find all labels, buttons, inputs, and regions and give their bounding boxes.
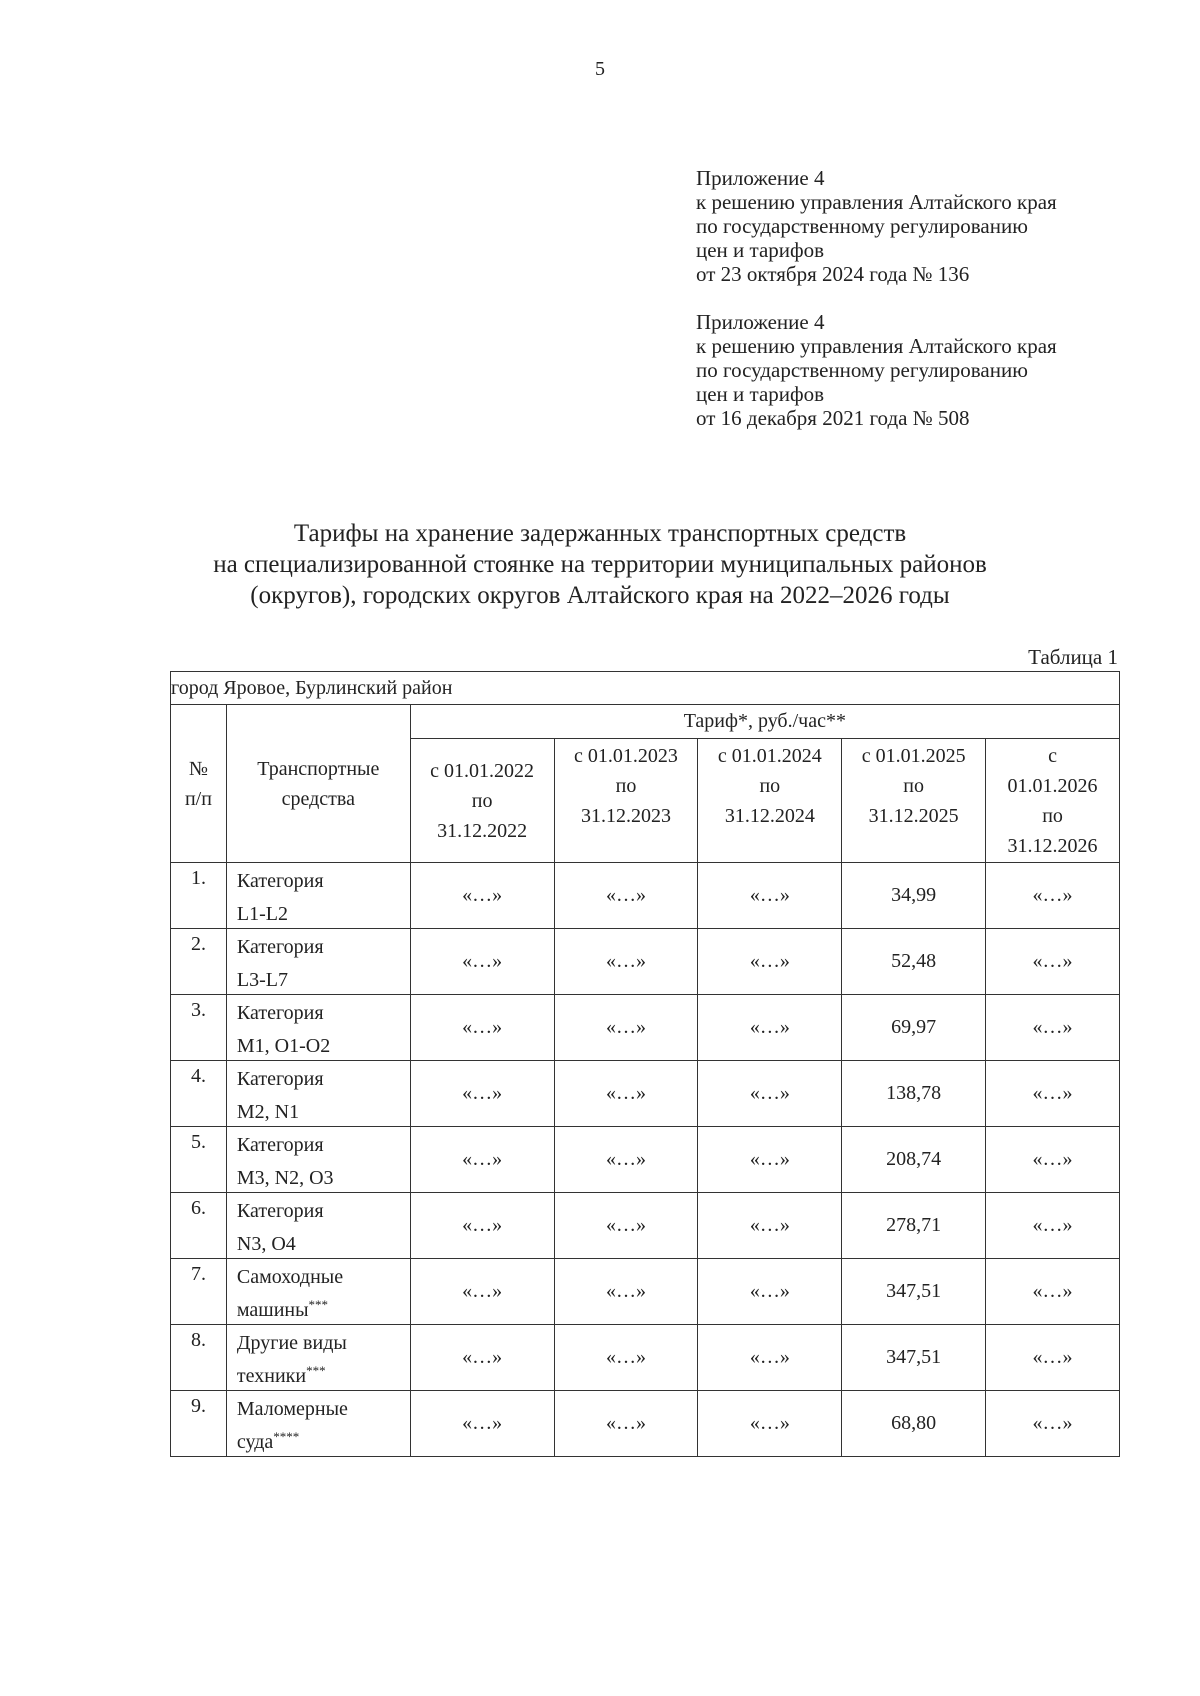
tariff-value-2026: «…» — [986, 1391, 1120, 1457]
tariff-value-2026: «…» — [986, 1061, 1120, 1127]
tariff-value-2026: «…» — [986, 995, 1120, 1061]
tariff-value-2025: 52,48 — [842, 929, 986, 995]
vehicle-type — [226, 1061, 410, 1127]
footnote-marker: **** — [273, 1429, 300, 1444]
tariff-value-2023: «…» — [554, 1061, 698, 1127]
tariff-value-2024: «…» — [698, 1325, 842, 1391]
tariff-value-2026: «…» — [986, 1127, 1120, 1193]
row-number: 4. — [171, 1061, 227, 1127]
appendix-line: по государственному регулированию — [696, 358, 1028, 382]
tariff-value-2025: 69,97 — [842, 995, 986, 1061]
tariff-value-2026: «…» — [986, 1325, 1120, 1391]
col-header-number-line2: п/п — [184, 787, 212, 810]
vehicle-type — [226, 1127, 410, 1193]
tariff-value-2022: «…» — [410, 1061, 554, 1127]
row-number: 6. — [171, 1193, 227, 1259]
vehicle-type-line2-text: M1, O1-O2 — [236, 1035, 331, 1057]
tariff-value-2025: 68,80 — [842, 1391, 986, 1457]
vehicle-type-line2 — [237, 1357, 410, 1390]
appendix-line: по государственному регулированию — [696, 214, 1028, 238]
tariff-value-2022: «…» — [410, 1259, 554, 1325]
vehicle-type-line1: Категория — [236, 1002, 324, 1024]
vehicle-type-line2 — [237, 1225, 410, 1258]
appendix-line: к решению управления Алтайского края — [696, 190, 1057, 214]
period-from: с 01.01.2025 — [861, 745, 966, 767]
tariff-header: Тариф*, руб./час** — [410, 705, 1119, 739]
tariff-value-2023: «…» — [554, 1391, 698, 1457]
period-from: с — [1048, 744, 1057, 767]
appendix-line: к решению управления Алтайского края — [696, 334, 1057, 358]
period-mid: по — [471, 789, 493, 812]
table-row — [171, 1193, 1120, 1259]
appendix-block-current — [696, 166, 1057, 286]
vehicle-type-line2-text: L1-L2 — [236, 903, 288, 925]
appendix-date-line: от 16 декабря 2021 года № 508 — [696, 406, 970, 430]
tariff-value-2024: «…» — [698, 1259, 842, 1325]
vehicle-type-line2-text: M2, N1 — [236, 1101, 300, 1123]
tariff-value-2026: «…» — [986, 1259, 1120, 1325]
tariff-value-2024: «…» — [698, 863, 842, 929]
period-to: 31.12.2025 — [868, 805, 959, 827]
table-row — [171, 1325, 1120, 1391]
vehicle-type-line2 — [237, 1291, 410, 1324]
tariff-value-2023: «…» — [554, 1259, 698, 1325]
tariff-value-2026: «…» — [986, 863, 1120, 929]
city-cell: город Яровое, Бурлинский район — [171, 672, 1120, 705]
vehicle-type — [226, 1193, 410, 1259]
vehicle-type-line2-text: L3-L7 — [236, 969, 288, 991]
tariff-value-2022: «…» — [410, 863, 554, 929]
tariff-value-2023: «…» — [554, 1193, 698, 1259]
vehicle-type-line1: Самоходные — [236, 1266, 344, 1288]
vehicle-type-line2-text: техники — [236, 1365, 307, 1387]
table-body — [171, 863, 1120, 1457]
tariff-value-2023: «…» — [554, 1127, 698, 1193]
period-header-2026 — [986, 739, 1120, 863]
tariff-value-2023: «…» — [554, 929, 698, 995]
vehicle-type-line2 — [237, 895, 410, 928]
vehicle-type-line1: Другие виды — [236, 1332, 347, 1354]
tariff-value-2024: «…» — [698, 1193, 842, 1259]
tariff-value-2023: «…» — [554, 995, 698, 1061]
footnote-marker: *** — [308, 1297, 329, 1312]
vehicle-type-line2-text: N3, O4 — [236, 1233, 296, 1255]
table-row — [171, 929, 1120, 995]
title-line: (округов), городских округов Алтайского края на 2022–2026 годы — [250, 582, 950, 609]
vehicle-type — [226, 1325, 410, 1391]
period-from: с 01.01.2023 — [574, 745, 678, 767]
tariff-value-2025: 347,51 — [842, 1325, 986, 1391]
period-mid: по — [1042, 804, 1063, 827]
city-row — [171, 672, 1120, 705]
vehicle-type-line1: Категория — [236, 936, 324, 958]
vehicle-type-line2 — [237, 1159, 410, 1192]
col-header-vehicle-line1: Транспортные — [257, 757, 380, 780]
period-mid: по — [759, 775, 781, 797]
period-to: 31.12.2024 — [724, 805, 815, 827]
vehicle-type-line1: Маломерные — [236, 1398, 348, 1420]
vehicle-type — [226, 1259, 410, 1325]
col-header-vehicle — [226, 705, 410, 863]
document-title — [0, 518, 1200, 611]
tariff-value-2025: 208,74 — [842, 1127, 986, 1193]
row-number: 5. — [171, 1127, 227, 1193]
period-header-2024 — [698, 739, 842, 863]
tariff-value-2024: «…» — [698, 1127, 842, 1193]
table-label: Таблица 1 — [1028, 645, 1118, 669]
tariff-value-2023: «…» — [554, 1325, 698, 1391]
period-from: с 01.01.2022 — [430, 759, 535, 782]
period-to: 31.12.2023 — [580, 805, 671, 827]
row-number: 9. — [171, 1391, 227, 1457]
vehicle-type-line2 — [237, 1423, 410, 1456]
row-number: 3. — [171, 995, 227, 1061]
tariff-value-2025: 138,78 — [842, 1061, 986, 1127]
tariff-value-2022: «…» — [410, 929, 554, 995]
tariff-value-2022: «…» — [410, 1193, 554, 1259]
table-row — [171, 995, 1120, 1061]
appendix-line: цен и тарифов — [696, 238, 825, 262]
tariff-value-2023: «…» — [554, 863, 698, 929]
period-mid: по — [903, 775, 924, 797]
vehicle-type-line2-text: M3, N2, O3 — [236, 1167, 334, 1189]
period-to: 31.12.2022 — [437, 819, 528, 842]
vehicle-type-line2 — [237, 1093, 410, 1126]
tariff-value-2022: «…» — [410, 1325, 554, 1391]
row-number: 1. — [171, 863, 227, 929]
tariff-value-2024: «…» — [698, 1391, 842, 1457]
tariff-value-2024: «…» — [698, 929, 842, 995]
vehicle-type — [226, 863, 410, 929]
row-number: 7. — [171, 1259, 227, 1325]
appendix-heading: Приложение 4 — [696, 310, 825, 334]
tariff-table — [170, 671, 1120, 1457]
col-header-number-line1: № — [188, 757, 208, 780]
vehicle-type-line2-text: суда — [236, 1431, 274, 1453]
vehicle-type-line2 — [237, 961, 410, 994]
vehicle-type-line1: Категория — [236, 1200, 324, 1222]
period-header-2023 — [554, 739, 698, 863]
tariff-value-2026: «…» — [986, 929, 1120, 995]
title-line: Тарифы на хранение задержанных транспортных средств — [293, 520, 907, 547]
table-row — [171, 1127, 1120, 1193]
footnote-marker: *** — [306, 1363, 326, 1378]
vehicle-type-line2 — [237, 1027, 410, 1060]
table-row — [171, 1061, 1120, 1127]
tariff-value-2022: «…» — [410, 1127, 554, 1193]
period-to: 31.12.2026 — [1007, 834, 1098, 857]
tariff-value-2025: 278,71 — [842, 1193, 986, 1259]
table-row — [171, 1259, 1120, 1325]
tariff-value-2022: «…» — [410, 995, 554, 1061]
appendix-heading: Приложение 4 — [696, 166, 825, 190]
vehicle-type — [226, 929, 410, 995]
tariff-value-2024: «…» — [698, 1061, 842, 1127]
appendix-line: цен и тарифов — [696, 382, 825, 406]
vehicle-type — [226, 995, 410, 1061]
tariff-value-2025: 34,99 — [842, 863, 986, 929]
row-number: 2. — [171, 929, 227, 995]
period-from: с 01.01.2024 — [717, 745, 822, 767]
vehicle-type-line1: Категория — [236, 1068, 324, 1090]
table-row — [171, 863, 1120, 929]
appendix-block-original — [696, 310, 1057, 430]
period-header-2022 — [410, 739, 554, 863]
period-mid: по — [615, 775, 637, 797]
tariff-value-2024: «…» — [698, 995, 842, 1061]
page-number: 5 — [595, 58, 605, 80]
vehicle-type — [226, 1391, 410, 1457]
period-date-from: 01.01.2026 — [1007, 774, 1098, 797]
vehicle-type-line1: Категория — [236, 1134, 324, 1156]
tariff-value-2025: 347,51 — [842, 1259, 986, 1325]
row-number: 8. — [171, 1325, 227, 1391]
col-header-vehicle-line2: средства — [281, 787, 355, 810]
col-header-number — [171, 705, 227, 863]
vehicle-type-line2-text: машины — [236, 1299, 309, 1321]
table-row — [171, 1391, 1120, 1457]
period-header-2025 — [842, 739, 986, 863]
tariff-value-2026: «…» — [986, 1193, 1120, 1259]
vehicle-type-line1: Категория — [236, 870, 324, 892]
tariff-header-row — [171, 705, 1120, 739]
appendix-date-line: от 23 октября 2024 года № 136 — [696, 262, 970, 286]
title-line: на специализированной стоянке на территории муниципальных районов — [213, 551, 987, 578]
tariff-value-2022: «…» — [410, 1391, 554, 1457]
